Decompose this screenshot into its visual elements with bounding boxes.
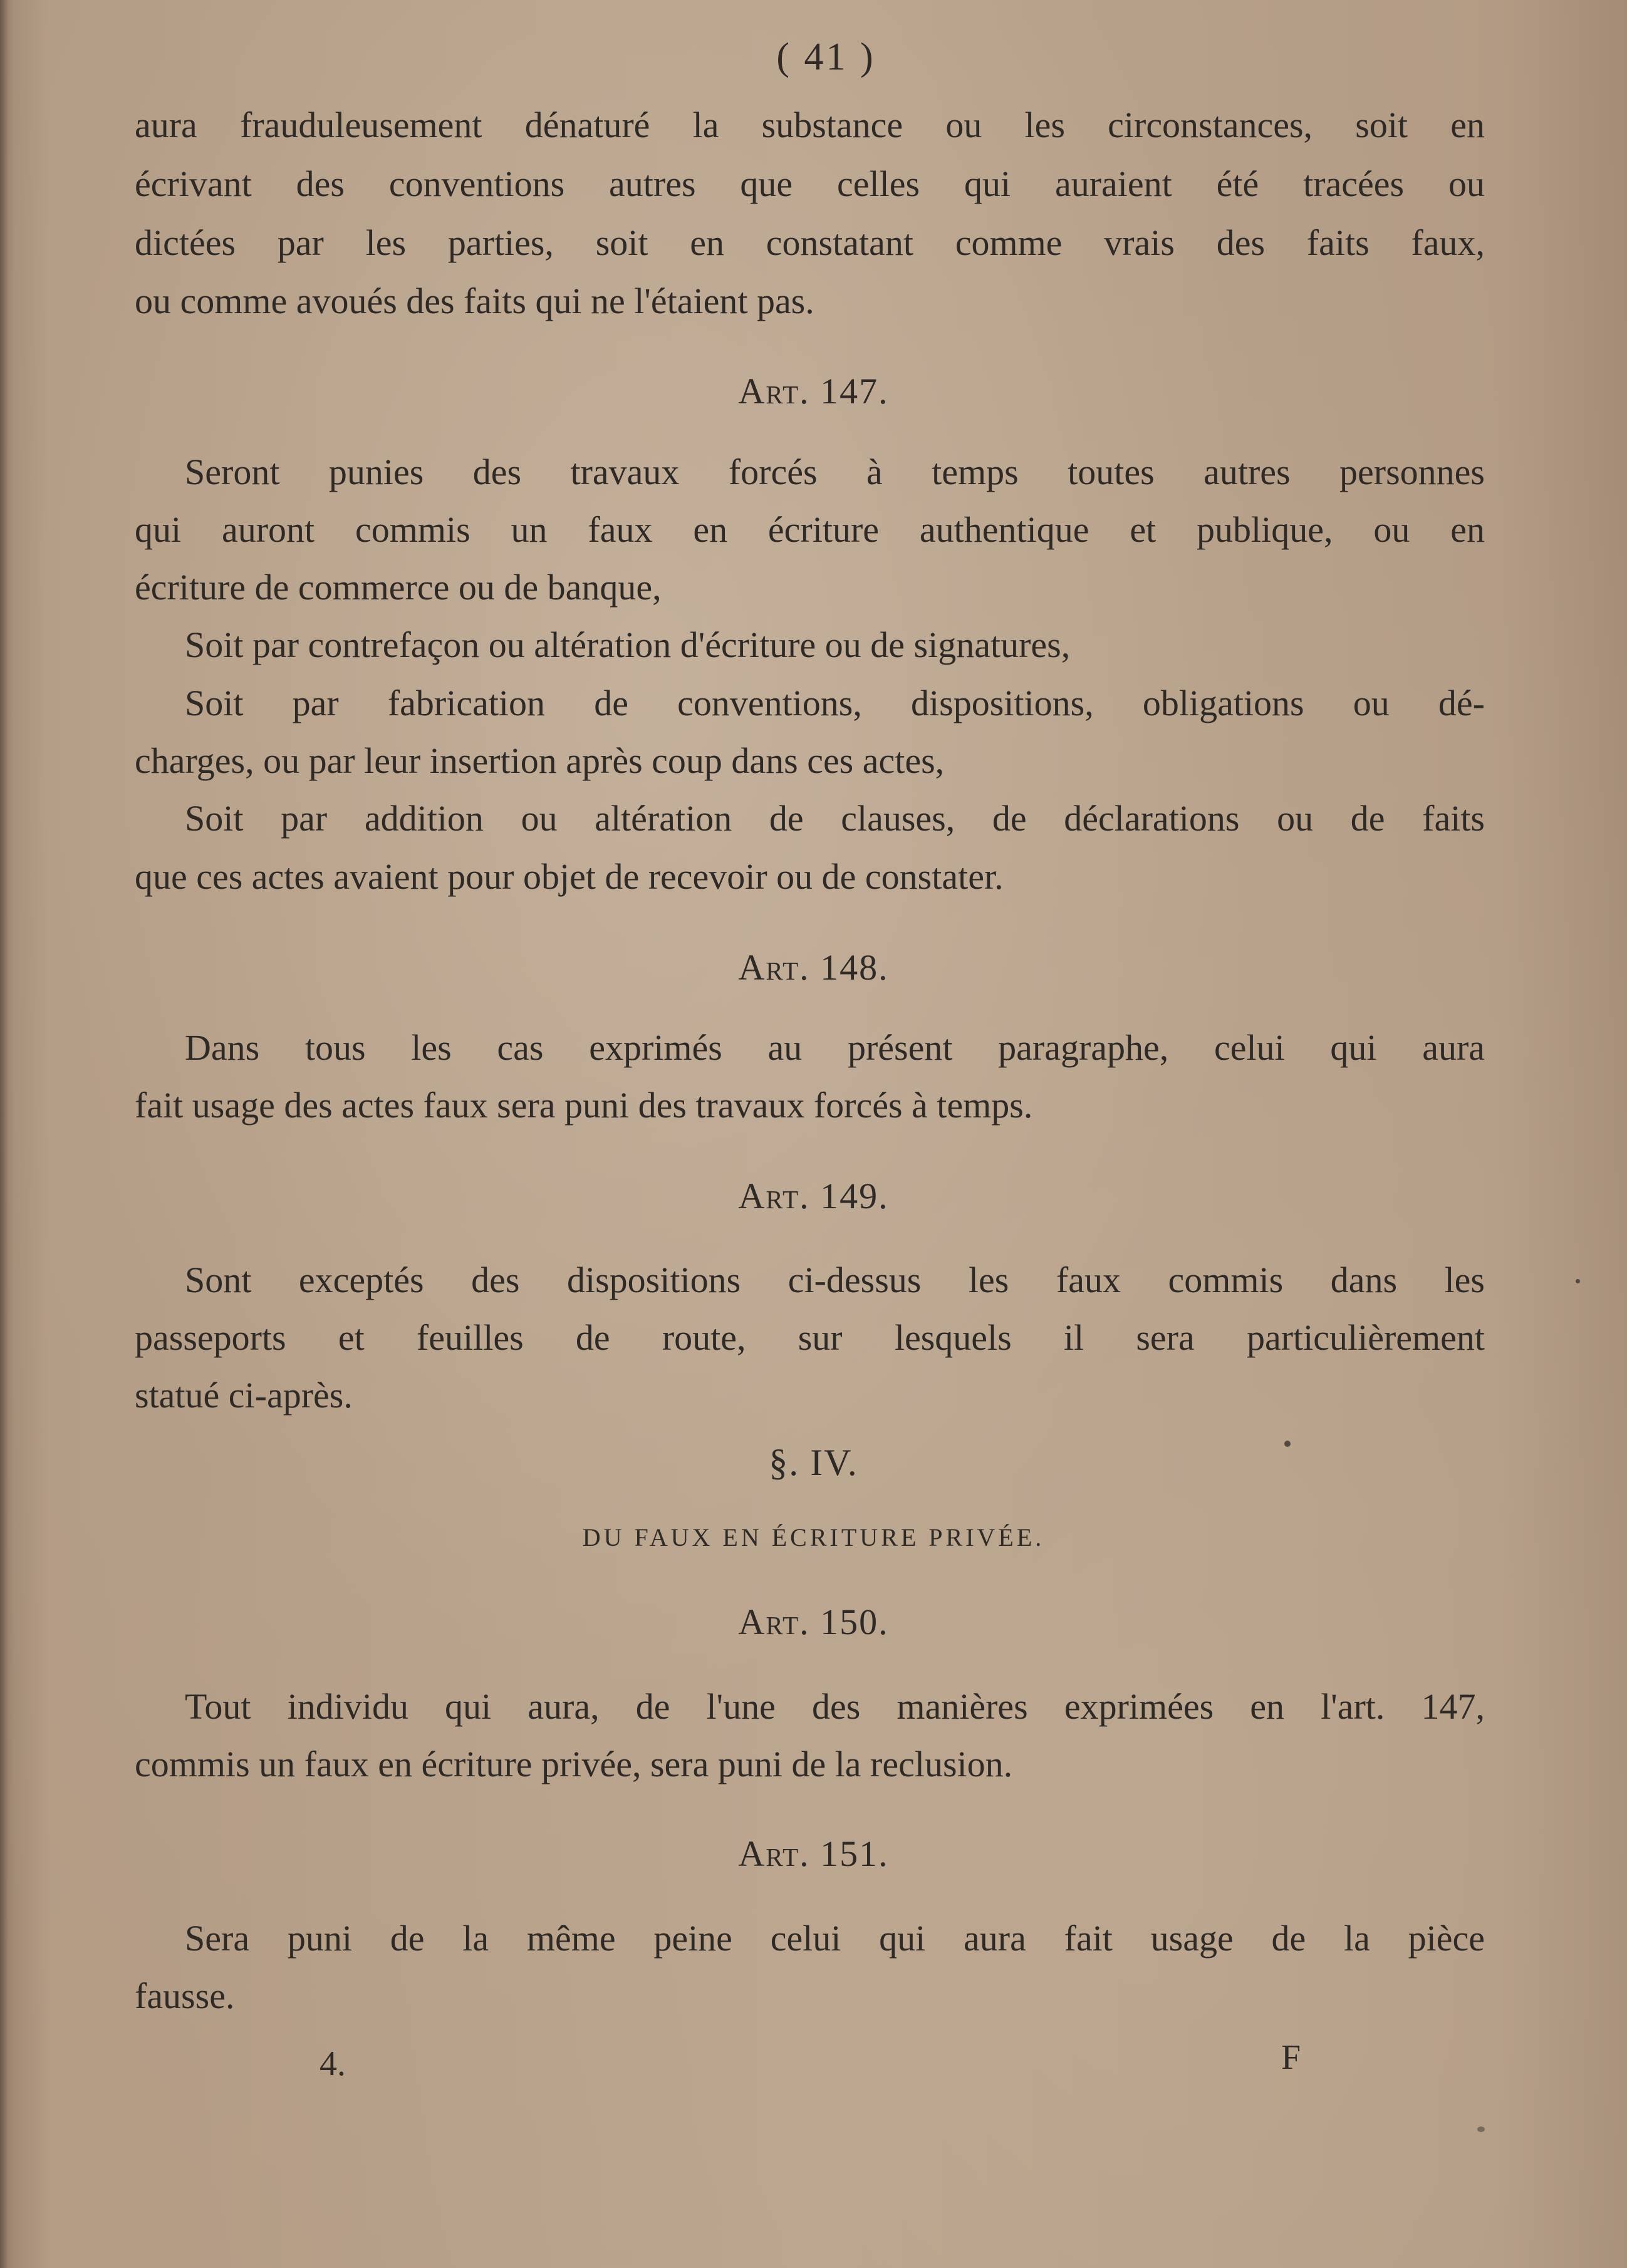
text-line: Seront punies des travaux forcés à temps toutes autres personnes [185, 452, 1485, 492]
article-heading-150: Art. 150. [738, 1602, 889, 1642]
text-line: Sera puni de la même peine celui qui aura fait usage de la pièce [185, 1918, 1485, 1959]
text-line: Dans tous les cas exprimés au présent paragraphe, celui qui aura [185, 1027, 1485, 1068]
text-line: Sont exceptés des dispositions ci-dessus les faux commis dans les [185, 1260, 1485, 1300]
article-heading-151: Art. 151. [738, 1833, 889, 1874]
text-line: aura frauduleusement dénaturé la substance ou les circonstances, soit en [135, 105, 1485, 145]
text-line: dictées par les parties, soit en constatant comme vrais des faits faux, [135, 222, 1485, 263]
text-line: fait usage des actes faux sera puni des travaux forcés à temps. [135, 1085, 1033, 1126]
text-line: ou comme avoués des faits qui ne l'étaient pas. [135, 281, 814, 321]
text-line: passeports et feuilles de route, sur lesquels il sera particulièrement [135, 1317, 1485, 1358]
text-line: écriture de commerce ou de banque, [135, 567, 662, 608]
paper-speck [1477, 2126, 1485, 2132]
text-line: Soit par fabrication de conventions, dispositions, obligations ou dé- [185, 683, 1485, 723]
text-line: écrivant des conventions autres que celles qui auraient été tracées ou [135, 163, 1485, 204]
article-heading-149: Art. 149. [738, 1176, 889, 1216]
text-line: charges, ou par leur insertion après coup dans ces actes, [135, 740, 945, 781]
paper-speck [1284, 1441, 1291, 1447]
text-line: Soit par contrefaçon ou altération d'écriture ou de signatures, [185, 624, 1071, 665]
signature-number: 4. [320, 2044, 346, 2083]
text-line: que ces actes avaient pour objet de recevoir ou de constater. [135, 856, 1004, 897]
paper-speck [1576, 1279, 1580, 1283]
text-line: Tout individu qui aura, de l'une des manières exprimées en l'art. 147, [185, 1686, 1485, 1727]
page-number: ( 41 ) [776, 36, 876, 78]
section-title: DU FAUX EN ÉCRITURE PRIVÉE. [582, 1523, 1045, 1551]
text-line: qui auront commis un faux en écriture authentique et publique, ou en [135, 509, 1485, 550]
article-heading-148: Art. 148. [738, 947, 889, 988]
page-edge-shadow [0, 0, 14, 2268]
text-line: statué ci-après. [135, 1375, 353, 1416]
signature-letter: F [1281, 2038, 1301, 2077]
article-heading-147: Art. 147. [738, 371, 889, 412]
section-mark: §. IV. [769, 1442, 858, 1483]
text-line: Soit par addition ou altération de clauses, de déclarations ou de faits [185, 798, 1485, 839]
text-line: fausse. [135, 1975, 235, 2016]
text-line: commis un faux en écriture privée, sera puni de la reclusion. [135, 1744, 1013, 1784]
